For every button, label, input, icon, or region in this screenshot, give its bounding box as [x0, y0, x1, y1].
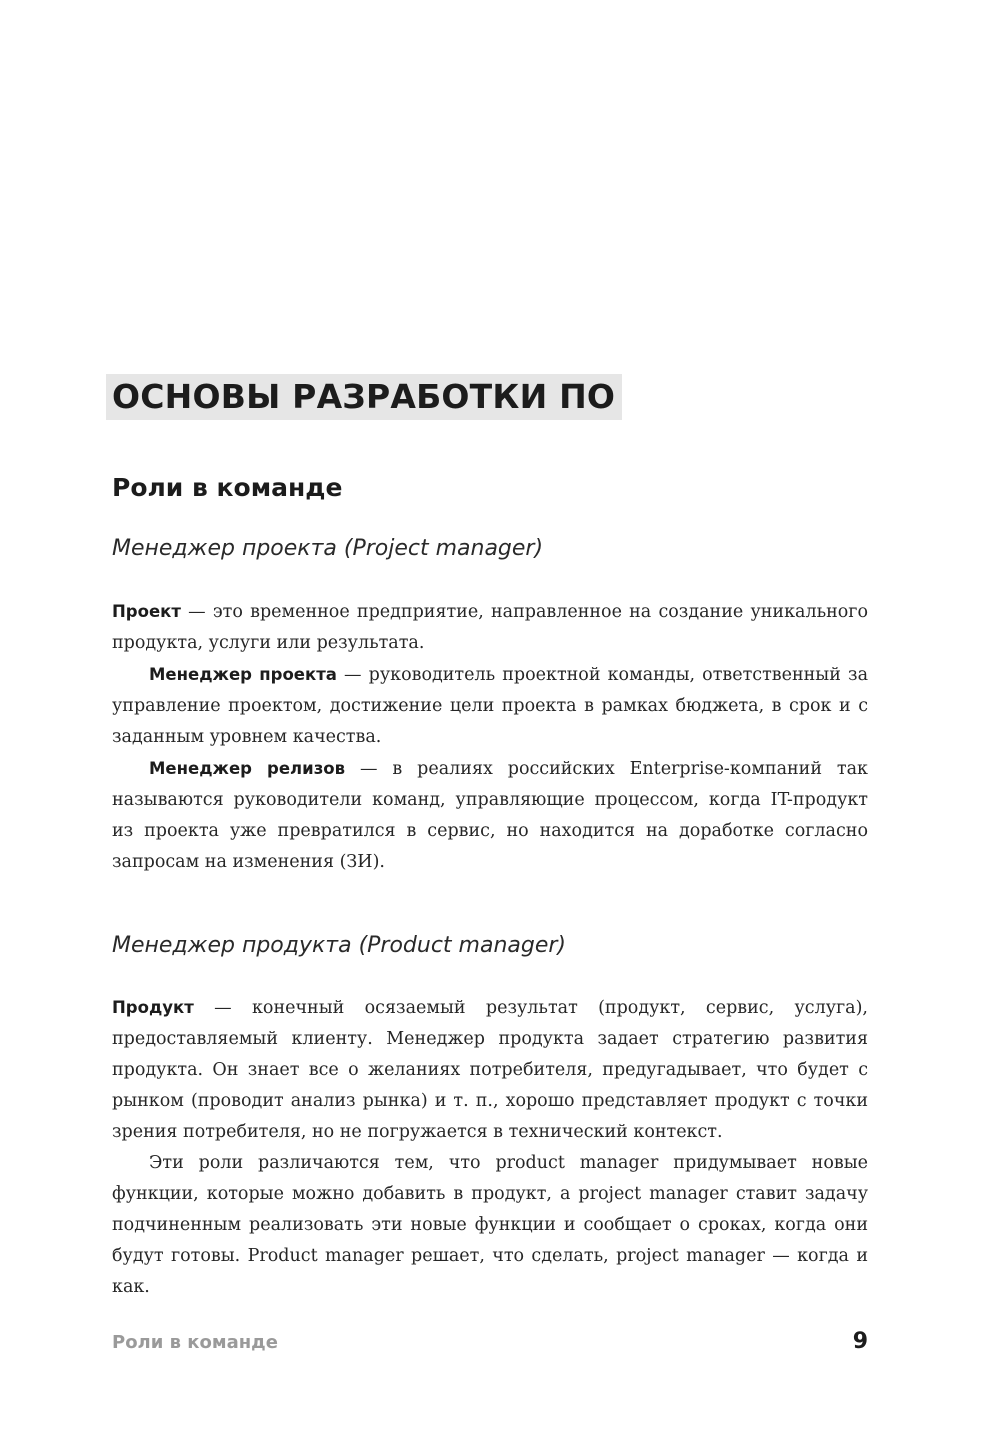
paragraph-product: [112, 992, 868, 1148]
page-number: 9: [852, 1329, 868, 1354]
paragraph-project-manager: [112, 659, 868, 753]
product-manager-heading: Менеджер продукта (Product manager): [112, 933, 567, 958]
section-title: Роли в команде: [112, 473, 343, 502]
paragraph-text: — это временное предприятие, направленное на создание уникального продукта, услуги или результата.: [112, 602, 868, 653]
paragraph-roles-difference: Эти роли различаются тем, что product manager придумывает новые функции, которые можно добавить в продукт, а project manager ставит задачу подчиненным реализовать эти новые функции и сообщает о сроках, когда они будут готовы. Product manager решает, что сделать, project manager — когда и как.: [112, 1153, 868, 1297]
product-manager-body: [112, 992, 868, 1303]
paragraph-project: [112, 596, 868, 659]
running-head: Роли в команде: [112, 1332, 278, 1353]
paragraph-text: — в реалиях российских Enterprise-компаний так называются руководители команд, управляющие процессом, когда IT-продукт из проекта уже превратился в сервис, но находится на доработке согласно запросам на изменения (ЗИ).: [112, 759, 868, 872]
project-manager-heading: Менеджер проекта (Project manager): [112, 536, 544, 561]
paragraph-release-manager: [112, 753, 868, 878]
term-release-manager: Менеджер релизов: [149, 759, 346, 778]
paragraph-text: — конечный осязаемый результат (продукт, сервис, услуга), предоставляемый клиенту. Менеджер продукта задает стратегию развития продукта. Он знает все о желаниях потребителя, предугадывает, что будет с рынком (проводит анализ рынка) и т. п., хорошо представляет продукт с точки зрения потребителя, но не погружается в технический контекст.: [112, 998, 868, 1142]
term-project: Проект: [112, 602, 181, 621]
term-project-manager: Менеджер проекта: [149, 665, 337, 684]
term-product: Продукт: [112, 998, 194, 1017]
paragraph-text: — руководитель проектной команды, ответственный за управление проектом, достижение цели проекта в рамках бюджета, в срок и с заданным уровнем качества.: [112, 665, 868, 747]
project-manager-body: [112, 596, 868, 878]
chapter-title: ОСНОВЫ РАЗРАБОТКИ ПО: [106, 374, 622, 420]
